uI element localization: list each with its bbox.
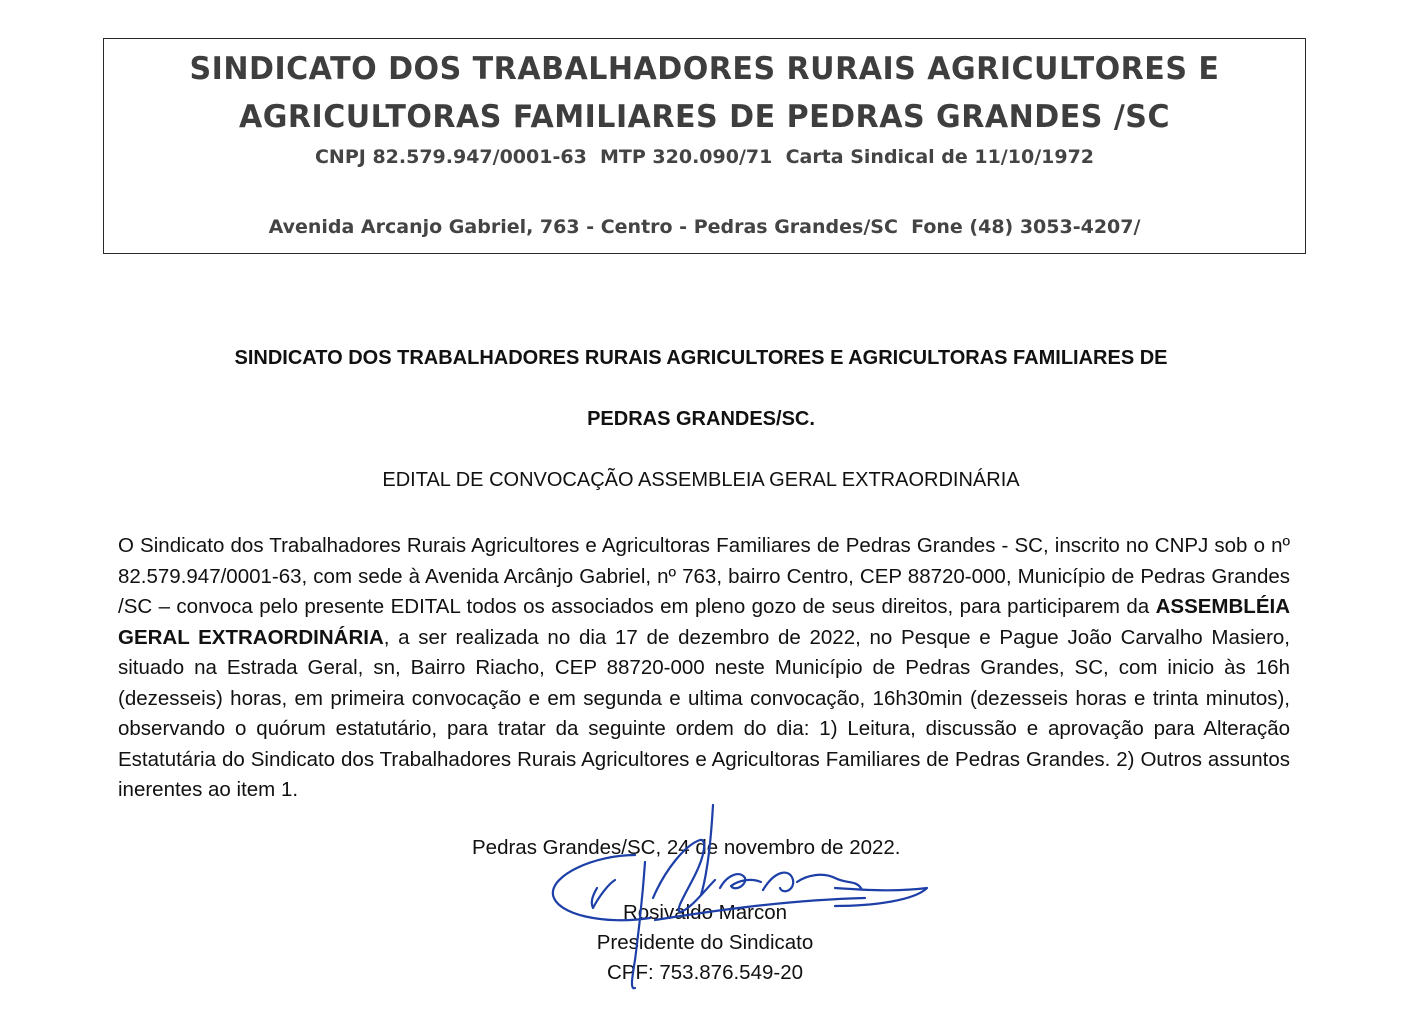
letterhead-registration: CNPJ 82.579.947/0001-63 MTP 320.090/71 Carta Sindical de 11/10/1972 <box>314 146 1095 168</box>
signer-cpf: CPF: 753.876.549-20 <box>606 961 804 984</box>
notice-body <box>118 531 1290 806</box>
signer-role: Presidente do Sindicato <box>596 931 814 954</box>
document-heading-line1: SINDICATO DOS TRABALHADORES RURAIS AGRICULTORES E AGRICULTORAS FAMILIARES DE <box>234 347 1168 369</box>
document-subtitle: EDITAL DE CONVOCAÇÃO ASSEMBLEIA GERAL EXTRAORDINÁRIA <box>382 469 1020 491</box>
notice-body-part1: O Sindicato dos Trabalhadores Rurais Agricultores e Agricultoras Familiares de Pedras Grandes - SC, inscrito no CNPJ sob o nº 82.579.947/0001-63, com sede à Avenida Arcânjo Gabriel, nº 763, bairro Centro, CEP 88720-000, Município de Pedras Grandes /SC – convoca pelo presente EDITAL todos os associados em pleno gozo de seus direitos, para participarem da <box>118 534 1290 618</box>
letterhead-name-line1: SINDICATO DOS TRABALHADORES RURAIS AGRICULTORES E <box>189 51 1220 87</box>
date-line: Pedras Grandes/SC, 24 de novembro de 2022. <box>472 836 901 859</box>
letterhead-name-line2: AGRICULTORAS FAMILIARES DE PEDRAS GRANDES /SC <box>238 99 1170 135</box>
signer-name: Rosivaldo Marcon <box>622 901 788 924</box>
handwritten-signature <box>535 800 955 1005</box>
document-heading-line2: PEDRAS GRANDES/SC. <box>587 408 815 430</box>
notice-body-part2: , a ser realizada no dia 17 de dezembro de 2022, no Pesque e Pague João Carvalho Masiero, situado na Estrada Geral, sn, Bairro Riacho, CEP 88720-000 neste Município de Pedras Grandes, SC, com inicio às 16h (dezesseis) horas, em primeira convocação e em segunda e ultima convocação, 16h30min (dezesseis horas e trinta minutos), observando o quórum estatutário, para tratar da seguinte ordem do dia: 1) Leitura, discussão e aprovação para Alteração Estatutária do Sindicato dos Trabalhadores Rurais Agricultores e Agricultoras Familiares de Pedras Grandes. 2) Outros assuntos inerentes ao item 1. <box>118 625 1290 801</box>
letterhead-address: Avenida Arcanjo Gabriel, 763 - Centro - Pedras Grandes/SC Fone (48) 3053-4207/ <box>268 216 1141 238</box>
notice-body-bold: ASSEMBLÉIA GERAL EXTRAORDINÁRIA <box>118 595 1290 649</box>
letterhead <box>103 38 1306 254</box>
